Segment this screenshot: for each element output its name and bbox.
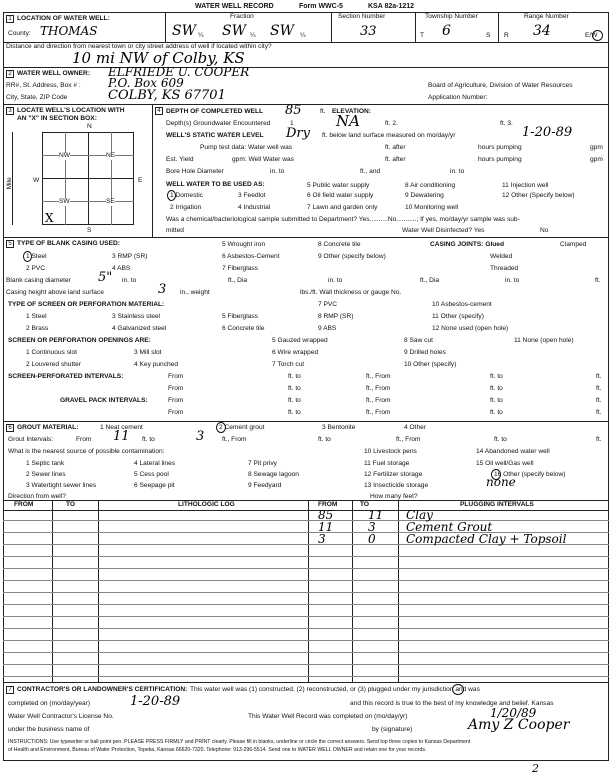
city-value: COLBY, KS 67701 [108,88,226,103]
contam-option[interactable]: 6 Seepage pit [134,482,175,489]
range-ew: E/W [585,32,598,39]
litho-header: LITHOLOGIC LOG [178,501,235,508]
county-value: THOMAS [40,24,98,38]
diameter-ft: ft. [595,277,601,284]
screen-option[interactable]: 8 RMP (SR) [318,313,354,320]
groundwater-2: ft. 2. [385,120,398,127]
contam-option[interactable]: 15 Oil well/Gas well [476,460,534,467]
bore-label: Bore Hole Diameter [166,168,224,175]
gravel-ft-to: ft. to [288,409,301,416]
license-label: Water Well Contractor's License No. [8,713,114,720]
contam-option[interactable]: 2 Sewer lines [26,471,66,478]
diameter-in-to2: in. to [328,277,343,284]
township-value: 6 [442,23,451,39]
rule [3,237,609,238]
plug-intervals-header: PLUGGING INTERVALS [460,501,534,508]
log-row-rule [3,568,609,569]
depth-ft: ft. [320,108,326,115]
chem-mitted: mitted [166,227,184,234]
interval-ft: ft. [596,385,602,392]
log-row-rule [3,556,609,557]
rule [3,421,609,422]
groundwater-1: 1 [290,120,294,127]
application-number-label: Application Number: [428,94,488,101]
disinfected-no: No [540,227,549,234]
rule [3,682,609,683]
pump-gpm: gpm [590,144,603,151]
screen-option[interactable]: 11 Other (specify) [432,313,484,320]
township-s: S [486,32,491,39]
yield-gpm2: gpm [590,156,603,163]
log-row-rule [3,604,609,605]
screen-option[interactable]: 2 Brass [26,325,49,332]
range-label: Range Number [524,13,569,20]
owner-value: ELFRIEDE U. COOPER [108,65,250,79]
distance-label: Distance and direction from nearest town or city street address of well if located within city? [6,43,272,50]
log-from-header: FROM [14,501,34,508]
completed-date: 1-20-89 [130,694,181,709]
use-option[interactable]: 7 Lawn and garden only [307,204,378,211]
height-label: Casing height above land surface [6,289,104,296]
completed-label: completed on (mo/day/year) [8,700,91,707]
contam-option[interactable]: 8 Sewage lagoon [248,471,299,478]
section-number-7: 7 [6,686,14,694]
screen-label: TYPE OF SCREEN OR PERFORATION MATERIAL: [8,301,165,308]
instructions-2: of Health and Environment, Bureau of Water Protection, Topeka, Kansas 66620-7320. Telephone: 913-296-5514. Send one to WATER WELL OWNER and retain one for your records. [8,747,427,753]
signature: Amy Z Cooper [468,717,570,733]
compass-s: S [87,227,92,234]
opening-option[interactable]: 3 Mill slot [134,349,162,356]
address-label: RR#, St. Address, Box # : [6,82,81,89]
grout-ft-to3: ft. to [494,436,507,443]
rule [415,12,416,42]
joints-label: CASING JOINTS: Glued [430,241,505,248]
grout-option[interactable]: 4 Other [404,424,426,431]
static-date: 1-20-89 [522,125,573,140]
location-label: LOCATION OF WATER WELL: [17,15,110,22]
grout-from: From [76,436,92,443]
opening-option[interactable]: 10 Other (specify) [404,361,457,368]
section-box-dashed [111,132,112,225]
range-w-circle [592,30,603,41]
distance-value: 10 mi NW of Colby, KS [72,49,245,67]
log-col-rule [308,500,309,682]
opening-option[interactable]: 1 Continuous slot [26,349,77,356]
township-t: T [420,32,425,39]
contam-option[interactable]: 10 Livestock pens [364,448,417,455]
interval-ft-to: ft. to [288,373,301,380]
interval-from: From [168,385,184,392]
opening-option[interactable]: 6 Wire wrapped [272,349,319,356]
diameter-in-to3: in. to [505,277,520,284]
form-ksa: KSA 82a-1212 [368,3,415,10]
business-label: under the business name of [8,726,90,733]
contam-option[interactable]: 12 Fertilizer storage [364,471,423,478]
openings-label: SCREEN OR PERFORATION OPENINGS ARE: [8,337,151,344]
log-col-rule [98,500,99,682]
direction-label: Direction from well? [8,493,66,500]
bore-in-to: in. to [270,168,285,175]
contam-option[interactable]: 14 Abandoned water well [476,448,550,455]
fraction-q3: SW [270,23,294,39]
rule [3,760,609,761]
locate-label-2: AN "X" IN SECTION BOX: [17,115,97,122]
rule [3,104,609,105]
owner-label: WATER WELL OWNER: [17,70,91,77]
log-col-rule [52,500,53,682]
grout-label: GROUT MATERIAL: [17,424,79,431]
opening-option[interactable]: 7 Torch cut [272,361,305,368]
opening-option[interactable]: 2 Louvered shutter [26,361,81,368]
intervals-label: SCREEN-PERFORATED INTERVALS: [8,373,124,380]
quarter-mark: ¼ [198,32,204,39]
rule [608,12,609,760]
quarter-mark: ¼ [300,32,306,39]
diameter-ft-dia: ft., Dia [228,277,248,284]
use-option[interactable]: 5 Public water supply [307,182,370,189]
use-option[interactable]: 4 Industrial [238,204,271,211]
opening-option[interactable]: 11 None (open hole) [514,337,574,344]
section-number-label: Section Number [338,13,386,20]
use-option[interactable]: 6 Oil field water supply [307,192,374,199]
record-date: 1/20/89 [490,706,537,720]
signature-label: by (signature) [372,726,413,733]
contamination-label: What is the nearest source of possible contamination: [8,448,165,455]
contam-option[interactable]: 7 Pit privy [248,460,277,467]
rule [3,12,4,760]
section-number-value: 33 [360,24,377,39]
screen-option[interactable]: 12 None used (open hole) [432,325,509,332]
rule [498,12,499,42]
pump-after: ft. after [385,144,406,151]
certification-text: This water well was (1) constructed, (2) reconstructed, or (3) plugged under my jurisdiction and was [190,686,480,693]
casing-option[interactable]: 6 Asbestos-Cement [222,253,280,260]
gravel-ft-to2: ft. to [490,397,503,404]
yield-gpm: gpm: Well Water was [232,156,294,163]
diameter-value: 5" [98,270,113,285]
plug-desc-cell: Cement Grout [406,520,493,534]
instructions: INSTRUCTIONS: Use typewriter or ball point pen. PLEASE PRESS FIRMLY and PRINT clearly. Please fill in blanks, underline or circle the correct answers. Send top three copies to Kansas Department [8,739,471,745]
log-row-rule [3,652,609,653]
joints-clamped: Clamped [560,241,587,248]
section-number-5: 5 [6,240,14,248]
diameter-ft-dia2: ft., Dia [420,277,440,284]
yield-label: Est. Yield [166,156,194,163]
gravel-from: From [168,397,184,404]
depth-label: DEPTH OF COMPLETED WELL [166,108,264,115]
casing-option[interactable]: 1 Steel [26,253,47,260]
board-label: Board of Agriculture, Division of Water Resources [428,82,573,89]
true-text: and this record is true to the best of my knowledge and belief. Kansas [350,700,554,707]
contam-other-value: none [486,475,516,489]
gravel-label: GRAVEL PACK INTERVALS: [60,397,148,404]
interval-ft-to2: ft. to [490,373,503,380]
gravel-ft-to2: ft. to [490,409,503,416]
section-number-6: 6 [6,424,14,432]
form-title: WATER WELL RECORD [195,3,274,10]
interval-ft: ft. [596,373,602,380]
rule [152,104,153,237]
contam-option[interactable]: 13 Insecticide storage [364,482,429,489]
quarter-mark: ¼ [250,32,256,39]
certification-label: CONTRACTOR'S OR LANDOWNER'S CERTIFICATION: [17,686,188,693]
page-mark: 2 [532,762,539,775]
groundwater-label: Depth(s) Groundwater Encountered [166,120,271,127]
casing-option[interactable]: 8 Concrete tile [318,241,361,248]
joints-threaded: Threaded [490,265,519,272]
use-option[interactable]: 2 Irrigation [170,204,202,211]
screen-option[interactable]: 7 PVC [318,301,338,308]
section-number-2: 2 [6,70,14,78]
grout-ft: ft. [596,436,602,443]
groundwater-value: NA [336,112,360,130]
log-row-rule [3,628,609,629]
bore-and: ft., and [360,168,381,175]
section-box-dashed [42,155,134,156]
how-many-feet-label: How many feet? [370,493,418,500]
rule [3,510,609,511]
contam-option[interactable]: 11 Fuel storage [364,460,410,467]
plug-from-cell: 85 [318,508,334,522]
section-box-divider [42,178,134,179]
screen-option[interactable]: 3 Stainless steel [112,313,161,320]
elevation-label: ELEVATION: [332,108,371,115]
casing-option[interactable]: 7 Fiberglass [222,265,258,272]
form-number: Form WWC-5 [299,3,343,10]
opening-option[interactable]: 8 Saw cut [404,337,433,344]
range-r: R [504,32,509,39]
screen-option[interactable]: 4 Galvanized steel [112,325,167,332]
use-label: WELL WATER TO BE USED AS: [166,181,265,188]
section-number-4: 4 [155,107,163,115]
use-option[interactable]: 3 Feedlot [238,192,266,199]
grout-ft-from: ft., From [222,436,247,443]
rule [165,12,166,42]
log-col-rule [352,500,353,682]
mile-label: Mile [5,177,13,190]
quadrant-se: SE [106,198,115,205]
quadrant-ne: NE [106,152,116,159]
screen-option[interactable]: 5 Fiberglass [222,313,258,320]
static-label: WELL'S STATIC WATER LEVEL [166,132,264,139]
well-location-x: X [45,211,54,225]
township-label: Township Number [425,13,478,20]
interval-ft-to: ft. to [288,385,301,392]
log-row-rule [3,640,609,641]
plug-from-cell: 11 [318,520,334,534]
fraction-q2: SW [222,23,246,39]
plug-desc-cell: Compacted Clay + Topsoil [406,532,567,546]
gravel-ft: ft. [596,397,602,404]
grout-from-value: 11 [113,429,130,444]
use-option[interactable]: 8 Air conditioning [405,182,456,189]
plug-to-header: TO [360,501,370,508]
plug-from-cell: 3 [318,532,326,546]
log-col-rule [398,500,399,682]
joints-welded: Welded [490,253,513,260]
grout-ft-to2: ft. to [318,436,331,443]
log-row-rule [3,580,609,581]
bore-in-to2: in. to [450,168,465,175]
fraction-q1: SW [172,23,196,39]
contam-option[interactable]: 9 Feedyard [248,482,282,489]
rule [3,67,609,68]
city-label: City, State, ZIP Code [6,94,68,101]
use-option[interactable]: 10 Monitoring well [405,204,459,211]
plug-to-cell: 3 [368,520,376,534]
use-option[interactable]: 9 Dewatering [405,192,444,199]
height-value: 3 [158,282,167,297]
plug-to-cell: 0 [368,532,376,546]
plugged-circle [452,684,464,695]
quadrant-nw: NW [59,152,70,159]
chem-sample-label: Was a chemical/bacteriological sample submitted to Department? Yes..........No...........; If yes, mo/day/yr sample was sub- [166,216,520,223]
height-weight: in., weight [180,289,210,296]
contam-option[interactable]: 4 Lateral lines [134,460,176,467]
range-value: 34 [533,23,551,39]
grout-intervals-label: Grout Intervals: [8,436,54,443]
log-row-rule [3,520,609,521]
height-lbs: lbs./ft. Wall thickness or gauge No. [300,289,402,296]
static-value: Dry [286,126,310,141]
plug-to-cell: 11 [368,508,384,522]
log-row-rule [3,592,609,593]
opening-option[interactable]: 9 Drilled holes [404,349,446,356]
grout-option[interactable]: 2 Cement grout [219,424,265,431]
screen-option[interactable]: 9 ABS [318,325,337,332]
depth-value: 85 [285,103,302,118]
use-option[interactable]: 1 Domestic [170,192,203,199]
interval-ft-to2: ft. to [490,385,503,392]
compass-w: W [33,177,40,184]
grout-option[interactable]: 3 Bentonite [322,424,356,431]
compass-n: N [87,123,92,130]
casing-option[interactable]: 4 ABS [112,265,131,272]
diameter-in-to: in. to [122,277,137,284]
grout-to-value: 3 [196,429,205,444]
casing-label: TYPE OF BLANK CASING USED: [17,240,120,247]
diameter-label: Blank casing diameter [6,277,71,284]
opening-option[interactable]: 5 Gauzed wrapped [272,337,328,344]
record-completed-label: This Water Well Record was completed on (mo/day/yr) [248,713,408,720]
contam-option[interactable]: 3 Watertight sewer lines [26,482,97,489]
casing-option[interactable]: 5 Wrought iron [222,241,266,248]
plug-from-header: FROM [318,501,338,508]
yield-hours: hours pumping [478,156,522,163]
locate-label-1: LOCATE WELL'S LOCATION WITH [17,107,125,114]
screen-option[interactable]: 10 Asbestos-cement [432,301,492,308]
gravel-from: From [168,409,184,416]
yield-after: ft. after [385,156,406,163]
opening-option[interactable]: 4 Key punched [134,361,178,368]
use-domestic-circle [167,190,176,201]
log-to-header: TO [66,501,76,508]
contam-option[interactable]: 1 Septic tank [26,460,65,467]
screen-option[interactable]: 1 Steel [26,313,47,320]
pump-hours: hours pumping [478,144,522,151]
use-option[interactable]: 12 Other (Specify below) [502,192,575,199]
grout-option[interactable]: 1 Neat cement [100,424,143,431]
gravel-ft: ft. [596,409,602,416]
static-rest: ft. below land surface measured on mo/day/yr [322,132,456,139]
interval-from: From [168,373,184,380]
contam-option[interactable]: 16 Other (specify below) [494,471,566,478]
section-box-dashed [42,201,134,202]
section-number-1: 1 [6,15,14,23]
plug-desc-cell: Clay [406,508,433,522]
gravel-ft-from: ft., From [366,397,391,404]
compass-e: E [138,177,143,184]
casing-option[interactable]: 3 RMP (SR) [112,253,148,260]
screen-option[interactable]: 6 Concrete tile [222,325,265,332]
log-row-rule [3,664,609,665]
address-value: P.O. Box 609 [108,76,184,90]
use-option[interactable]: 11 Injection well [502,182,549,189]
section-box-dashed [65,132,66,225]
section-number-3: 3 [6,107,14,115]
quadrant-sw: SW [59,198,70,205]
gravel-ft-to: ft. to [288,397,301,404]
groundwater-3: ft. 3. [500,120,513,127]
casing-option[interactable]: 2 PVC [26,265,46,272]
log-row-rule [3,676,609,677]
interval-ft-from: ft., From [366,385,391,392]
grout-ft-to: ft. to [142,436,155,443]
rule [3,12,609,13]
grout-ft-from2: ft., From [396,436,421,443]
rule [331,12,332,42]
interval-ft-from: ft., From [366,373,391,380]
contam-option[interactable]: 5 Cess pool [134,471,169,478]
gravel-ft-from: ft., From [366,409,391,416]
log-row-rule [3,616,609,617]
fraction-label: Fraction [230,13,254,20]
disinfected-label: Water Well Disinfected? Yes [402,227,485,234]
pump-label: Pump test data: Water well was [200,144,293,151]
county-label: County: [8,30,31,37]
casing-option[interactable]: 9 Other (specify below) [318,253,386,260]
